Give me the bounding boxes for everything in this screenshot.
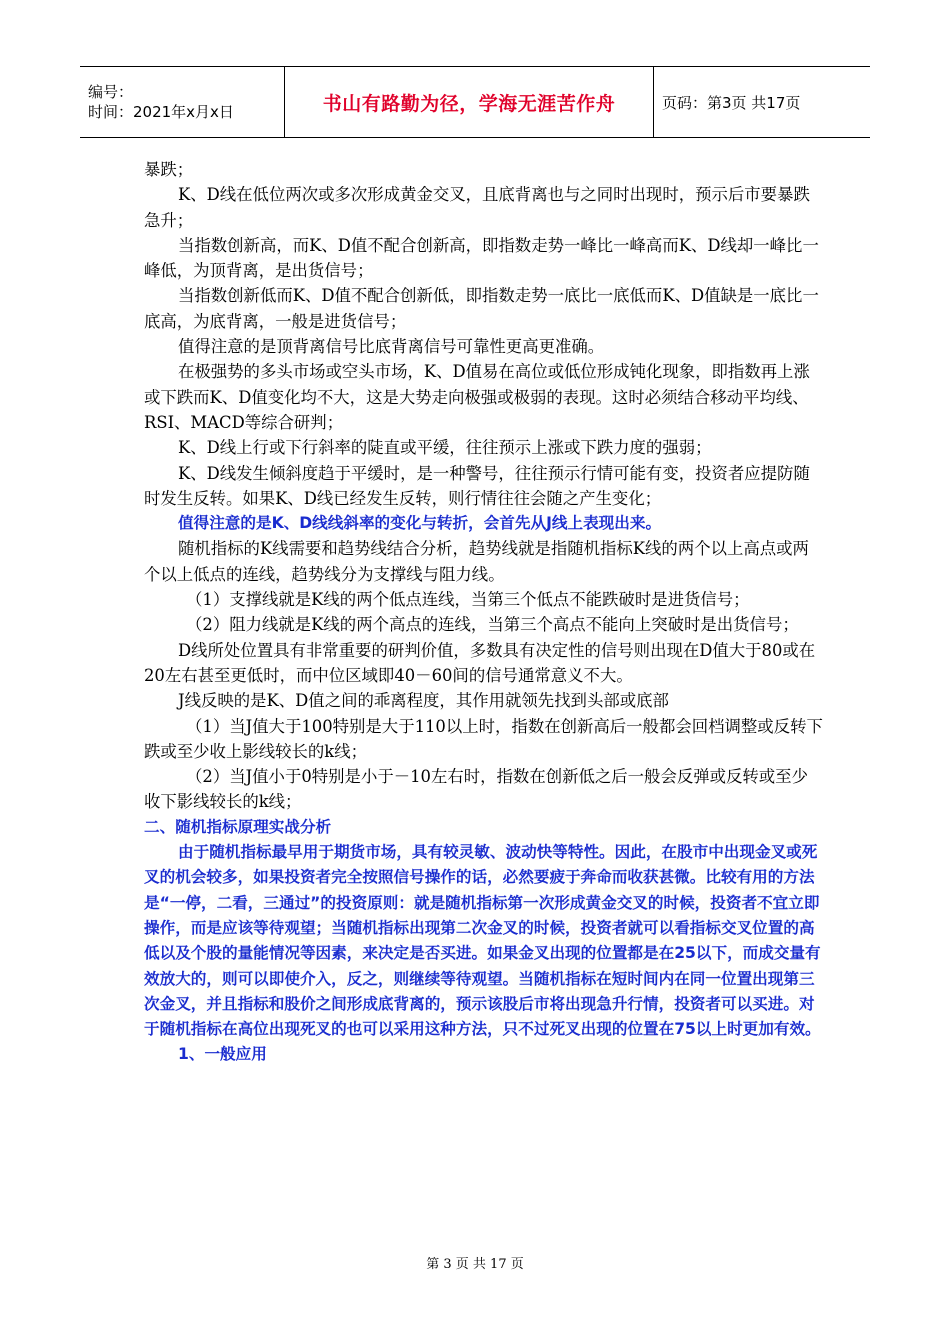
page-footer: 第 3 页 共 17 页 — [426, 1257, 524, 1272]
paragraph: 当指数创新低而K、D值不配合创新低，即指数走势一底比一底低而K、D值缺是一底比一底高，为底背离，一般是进货信号； — [144, 286, 819, 331]
paragraph: 暴跌； — [144, 160, 194, 179]
number-label: 编号： — [88, 83, 134, 101]
paragraph: D线所处位置具有非常重要的研判价值，多数具有决定性的信号则出现在D值大于80或在20左右甚至更低时，而中位区域即40－60间的信号通常意义不大。 — [144, 640, 816, 685]
paragraph: K、D线在低位两次或多次形成黄金交叉，且底背离也与之同时出现时，预示后市要暴跌急升； — [144, 185, 810, 230]
header-page-cell — [654, 67, 870, 137]
paragraph: K、D线上行或下行斜率的陡直或平缓，往往预示上涨或下跌力度的强弱； — [178, 438, 712, 458]
subsection-heading: 1、一般应用 — [178, 1045, 267, 1064]
page-header — [80, 66, 870, 138]
page-label: 页码：第3页 共17页 — [662, 93, 801, 112]
motto: 书山有路勤为径，学海无涯苦作舟 — [322, 92, 616, 115]
paragraph: 随机指标的K线需要和趋势线结合分析，趋势线就是指随机指标K线的两个以上高点或两个以上低点的连线，趋势线分为支撑线与阻力线。 — [144, 539, 809, 584]
paragraph: 当指数创新高，而K、D值不配合创新高，即指数走势一峰比一峰高而K、D线却一峰比一峰低，为顶背离，是出货信号； — [144, 235, 819, 281]
emphasis-paragraph: 值得注意的是K、D线线斜率的变化与转折，会首先从J线上表现出来。 — [178, 514, 662, 533]
header-motto-cell — [284, 67, 654, 137]
paragraph: K、D线发生倾斜度趋于平缓时，是一种警号，往往预示行情可能有变，投资者应提防随时发生反转。如果K、D线已经发生反转，则行情往往会随之产生变化； — [144, 463, 810, 508]
section-heading: 二、随机指标原理实战分析 — [144, 817, 332, 836]
date-label: 时间：2021年x月x日 — [88, 103, 234, 121]
header-meta — [80, 67, 284, 137]
paragraph: 值得注意的是顶背离信号比底背离信号可靠性更高更准确。 — [178, 337, 605, 357]
list-item: （2）当J值小于0特别是小于－10左右时，指数在创新低之后一般会反弹或反转或至少收下影线较长的k线； — [144, 767, 808, 812]
document-body — [144, 157, 824, 1068]
paragraph: J线反映的是K、D值之间的乖离程度，其作用就领先找到头部或底部 — [178, 691, 669, 711]
paragraph: 在极强势的多头市场或空头市场，K、D值易在高位或低位形成钝化现象，即指数再上涨或下跌而K、D值变化均不大，这是大势走向极强或极弱的表现。这时必须结合移动平均线、RSI、MACD等综合研判； — [144, 362, 810, 432]
list-item: （1）当J值大于100特别是大于110以上时，指数在创新高后一般都会回档调整或反转下跌或至少收上影线较长的k线； — [144, 716, 823, 761]
list-item: （2）阻力线就是K线的两个高点的连线，当第三个高点不能向上突破时是出货信号； — [186, 615, 799, 635]
emphasis-paragraph: 由于随机指标最早用于期货市场，具有较灵敏、波动快等特性。因此，在股市中出现金叉或死叉的机会较多，如果投资者完全按照信号操作的话，必然要疲于奔命而收获甚微。比较有用的方法是“一停，二看，三通过”的投资原则：就是随机指标第一次形成黄金交叉的时候，投资者不宜立即操作，而是应该等待观望；当随机指标出现第二次金叉的时候，投资者就可以看指标交叉位置的高低以及个股的量能情况等因素，来决定是否买进。如果金叉出现的位置都是在25以下，而成交量有效放大的，则可以即使介入，反之，则继续等待观望。当随机指标在短时间内在同一位置出现第三次金叉，并且指标和股价之间形成底背离的，预示该股后市将出现急升行情，投资者可以买进。对于随机指标在高位出现死叉的也可以采用这种方法，只不过死叉出现的位置在75以上时更加有效。 — [144, 843, 821, 1039]
list-item: （1）支撑线就是K线的两个低点连线，当第三个低点不能跌破时是进货信号； — [186, 590, 750, 610]
